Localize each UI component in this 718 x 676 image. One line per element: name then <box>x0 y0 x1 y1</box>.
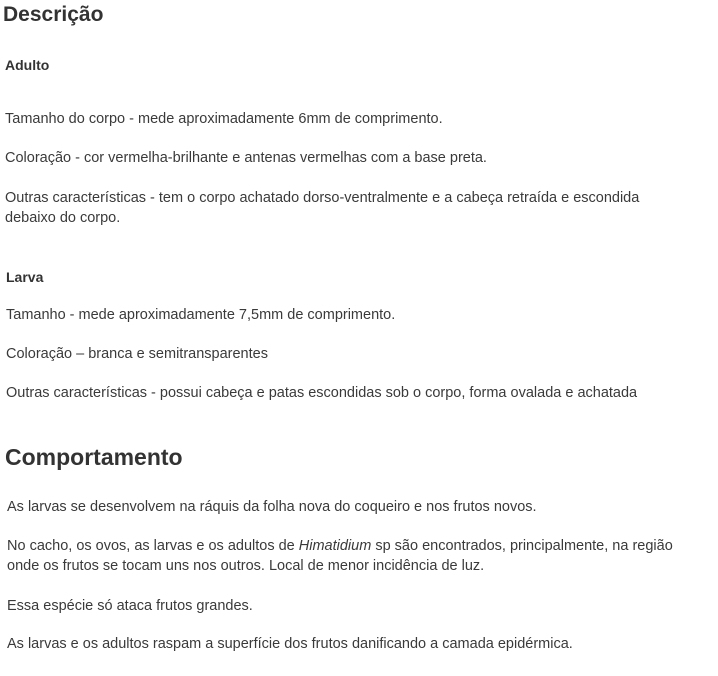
subheading-larva: Larva <box>6 269 44 285</box>
section-title-comportamento: Comportamento <box>5 444 183 470</box>
larva-tamanho: Tamanho - mede aproximadamente 7,5mm de comprimento. <box>6 307 396 323</box>
adulto-tamanho: Tamanho do corpo - mede aproximadamente 6mm de comprimento. <box>5 111 443 127</box>
section-title-descricao: Descrição <box>3 3 104 26</box>
comportamento-paragraph-1: As larvas se desenvolvem na ráquis da folha nova do coqueiro e nos frutos novos. <box>7 499 537 515</box>
comportamento-paragraph-4: As larvas e os adultos raspam a superfície dos frutos danificando a camada epidérmica. <box>7 636 573 652</box>
subheading-adulto: Adulto <box>5 57 50 73</box>
p2-species-italic: Himatidium <box>298 538 372 554</box>
p2-text-after: sp são encontrados, principalmente, na região <box>371 538 673 554</box>
adulto-coloracao: Coloração - cor vermelha-brilhante e antenas vermelhas com a base preta. <box>5 150 487 166</box>
p2-text-before: No cacho, os ovos, as larvas e os adultos de <box>7 538 299 554</box>
comportamento-paragraph-2-line2: onde os frutos se tocam uns nos outros. Local de menor incidência de luz. <box>7 558 485 574</box>
comportamento-paragraph-3: Essa espécie só ataca frutos grandes. <box>7 598 253 614</box>
adulto-outras-line2: debaixo do corpo. <box>5 210 121 226</box>
larva-outras: Outras características - possui cabeça e patas escondidas sob o corpo, forma ovalada e achatada <box>6 385 638 401</box>
larva-coloracao: Coloração – branca e semitransparentes <box>6 346 268 362</box>
adulto-outras-line1: Outras características - tem o corpo achatado dorso-ventralmente e a cabeça retraída e escondida <box>5 190 640 206</box>
comportamento-paragraph-2-line1 <box>7 536 673 556</box>
